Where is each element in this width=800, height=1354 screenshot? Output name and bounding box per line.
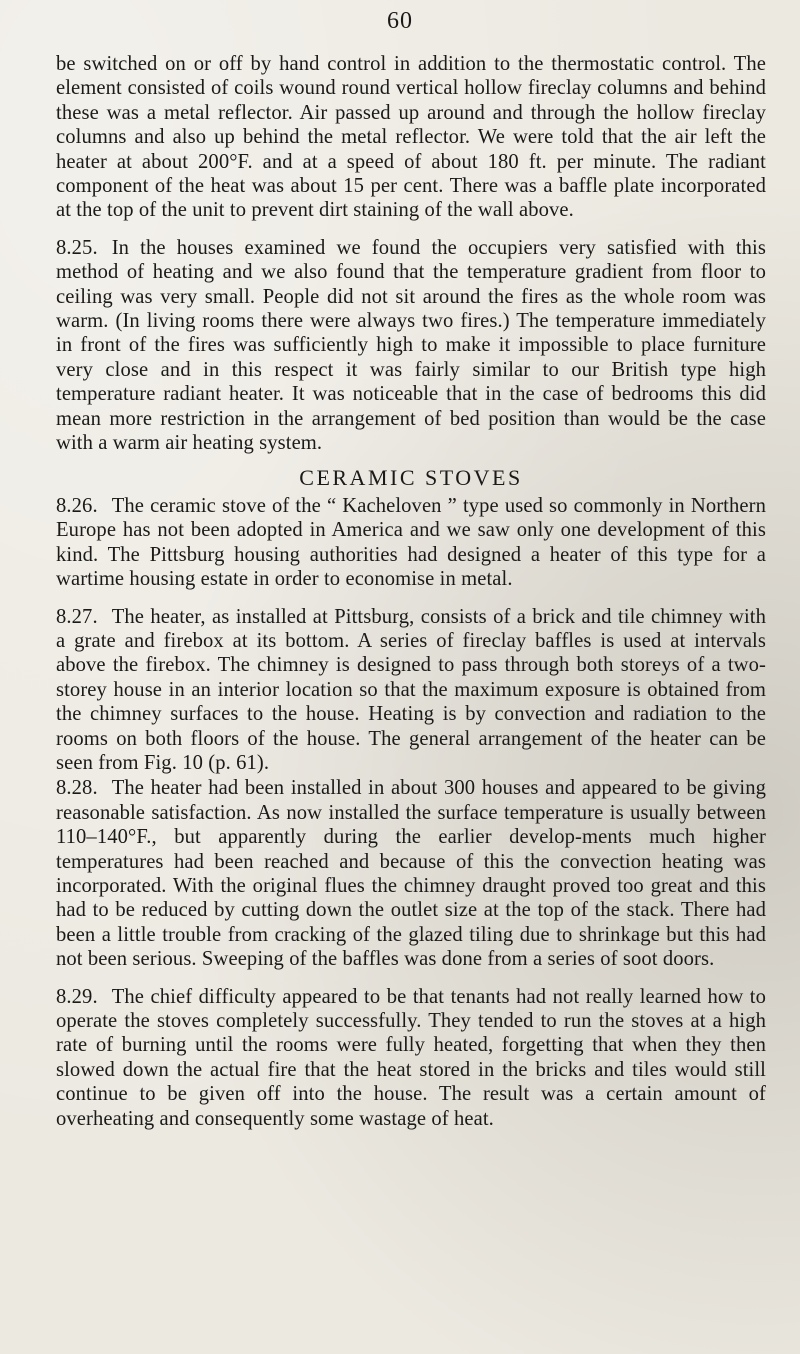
paragraph-number: 8.27.	[56, 605, 98, 628]
paragraph-8-25	[56, 236, 766, 456]
paragraph-text: be switched on or off by hand control in addition to the thermostatic control. The element consisted of coils wound round vertical hollow fireclay columns and behind these was a metal reflector. Air passed up around and through the hollow fireclay columns and also up behind the metal reflector. We were told that the air left the heater at about 200°F. and at a speed of about 180 ft. per minute. The radiant component of the heat was about 15 per cent. There was a baffle plate incorporated at the top of the unit to prevent dirt staining of the wall above.	[56, 53, 766, 222]
paragraph-text: The heater, as installed at Pittsburg, consists of a brick and tile chimney with a grate and firebox at its bottom. A series of fireclay baffles is used at intervals above the firebox. The chimney is designed to pass through both storeys of a two-storey house in an interior location so that the maximum exposure is obtained from the chimney surfaces to the house. Heating is by convection and radiation to the rooms on both floors of the house. The general arrangement of the heater can be seen from Fig. 10 (p. 61).	[56, 605, 766, 774]
paragraph-8-29	[56, 985, 766, 1131]
paragraph-number: 8.28.	[56, 777, 98, 800]
paragraph-8-27	[56, 605, 766, 776]
paragraph-8-28	[56, 776, 766, 971]
page-number: 60	[387, 8, 413, 34]
body-text	[56, 52, 766, 1144]
paragraph-text: The heater had been installed in about 300 houses and appeared to be giving reasonable satisfaction. As now installed the surface temperature is usually between 110–140°F., but apparently during the earlier develop-ments much higher temperatures had been reached and because of this the convection heating was incorporated. With the original flues the chimney draught proved too great and this had to be reduced by cutting down the outlet size at the top of the stack. There had been a little trouble from cracking of the glazed tiling due to shrinkage but this had not been serious. Sweeping of the baffles was done from a series of soot doors.	[56, 777, 766, 971]
paragraph-number: 8.29.	[56, 985, 98, 1008]
paragraph-text: The ceramic stove of the “ Kacheloven ” type used so commonly in Northern Europe has not been adopted in America and we saw only one development of this kind. The Pittsburg housing authorities had designed a heater of this type for a wartime housing estate in order to economise in metal.	[56, 494, 766, 591]
paragraph-text: The chief difficulty appeared to be that tenants had not really learned how to operate the stoves completely successfully. They tended to run the stoves at a high rate of burning until the rooms were fully heated, forgetting that when they then slowed down the actual fire that the heat stored in the bricks and tiles would still continue to be given off into the house. The result was a certain amount of overheating and consequently some wastage of heat.	[56, 985, 766, 1130]
paragraph-8-26	[56, 494, 766, 592]
paragraph-continued	[56, 52, 766, 223]
section-heading: CERAMIC STOVES	[299, 464, 523, 490]
paragraph-text: In the houses examined we found the occupiers very satisfied with this method of heating and we also found that the temperature gradient from floor to ceiling was very small. People did not sit around the fires as the whole room was warm. (In living rooms there were always two fires.) The temperature immediately in front of the fires was sufficiently high to make it impossible to place furniture very close and in this respect it was fairly similar to our British type high temperature radiant heater. It was noticeable that in the case of bedrooms this did mean more restriction in the arrangement of bed position than would be the case with a warm air heating system.	[56, 236, 766, 455]
paragraph-number: 8.25.	[56, 236, 98, 259]
paragraph-number: 8.26.	[56, 494, 98, 517]
